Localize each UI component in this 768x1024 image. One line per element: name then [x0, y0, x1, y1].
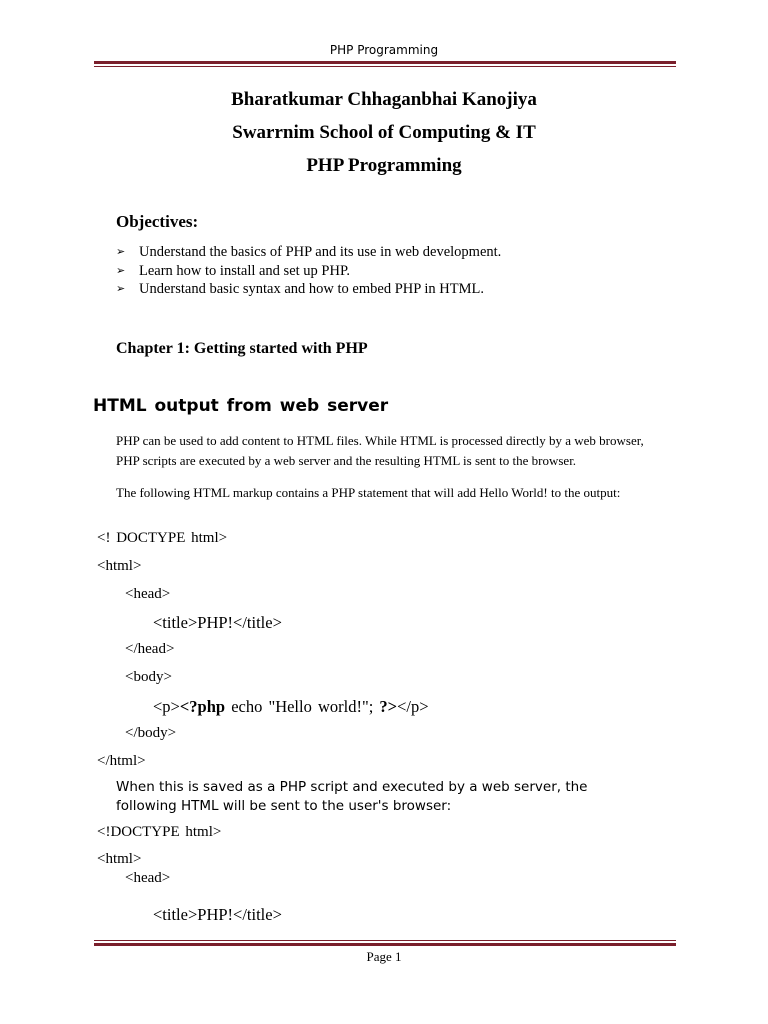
section-title: HTML output from web server [93, 396, 389, 416]
chapter-title: Chapter 1: Getting started with PHP [116, 340, 368, 357]
list-item: ➢ Understand basic syntax and how to embed PHP in HTML. [116, 281, 484, 297]
code-title: <title>PHP!</title> [153, 613, 282, 632]
arrow-bullet-icon: ➢ [116, 282, 126, 295]
output-doctype: <!DOCTYPE html> [97, 824, 222, 840]
output-html-open: <html> [97, 851, 142, 867]
intro-paragraph-line-2: PHP scripts are executed by a web server and the resulting HTML is sent to the browser. [116, 453, 577, 468]
code-html-close: </html> [97, 753, 146, 769]
footer-rule-thick [94, 943, 676, 946]
output-title: <title>PHP!</title> [153, 905, 282, 924]
page-number: Page 1 [366, 949, 402, 964]
objectives-heading: Objectives: [116, 212, 199, 231]
arrow-bullet-icon: ➢ [116, 263, 126, 277]
header-rule-thick [94, 61, 676, 64]
arrow-bullet-icon: ➢ [116, 245, 126, 258]
header-rule-thin [94, 66, 676, 67]
list-item: ➢ Learn how to install and set up PHP. [116, 262, 351, 279]
output-head-open: <head> [125, 870, 171, 886]
footer-rule-thin [94, 940, 676, 941]
subject-title: PHP Programming [306, 155, 462, 176]
objectives-list [116, 243, 501, 299]
code-head-open: <head> [125, 586, 171, 602]
list-item: ➢ Understand the basics of PHP and its use in web development. [116, 244, 502, 260]
page-header: PHP Programming [329, 43, 439, 57]
author-title: Bharatkumar Chhaganbhai Kanojiya [231, 89, 537, 110]
explain-line-1: When this is saved as a PHP script and executed by a web server, the [116, 779, 588, 795]
school-title: Swarrnim School of Computing & IT [232, 122, 536, 143]
code-body-close: </body> [125, 725, 177, 741]
markup-intro-paragraph: The following HTML markup contains a PHP statement that will add Hello World! to the output: [116, 485, 621, 500]
code-html-open: <html> [97, 558, 142, 574]
code-body-open: <body> [125, 669, 172, 685]
code-doctype: <! DOCTYPE html> [97, 530, 228, 546]
code-head-close: </head> [125, 641, 175, 657]
code-php-line: <p><?php echo "Hello world!"; ?></p> [153, 697, 429, 716]
intro-paragraph-line-1: PHP can be used to add content to HTML files. While HTML is processed directly by a web browser, [116, 433, 644, 448]
explain-line-2: following HTML will be sent to the user's browser: [116, 798, 452, 814]
